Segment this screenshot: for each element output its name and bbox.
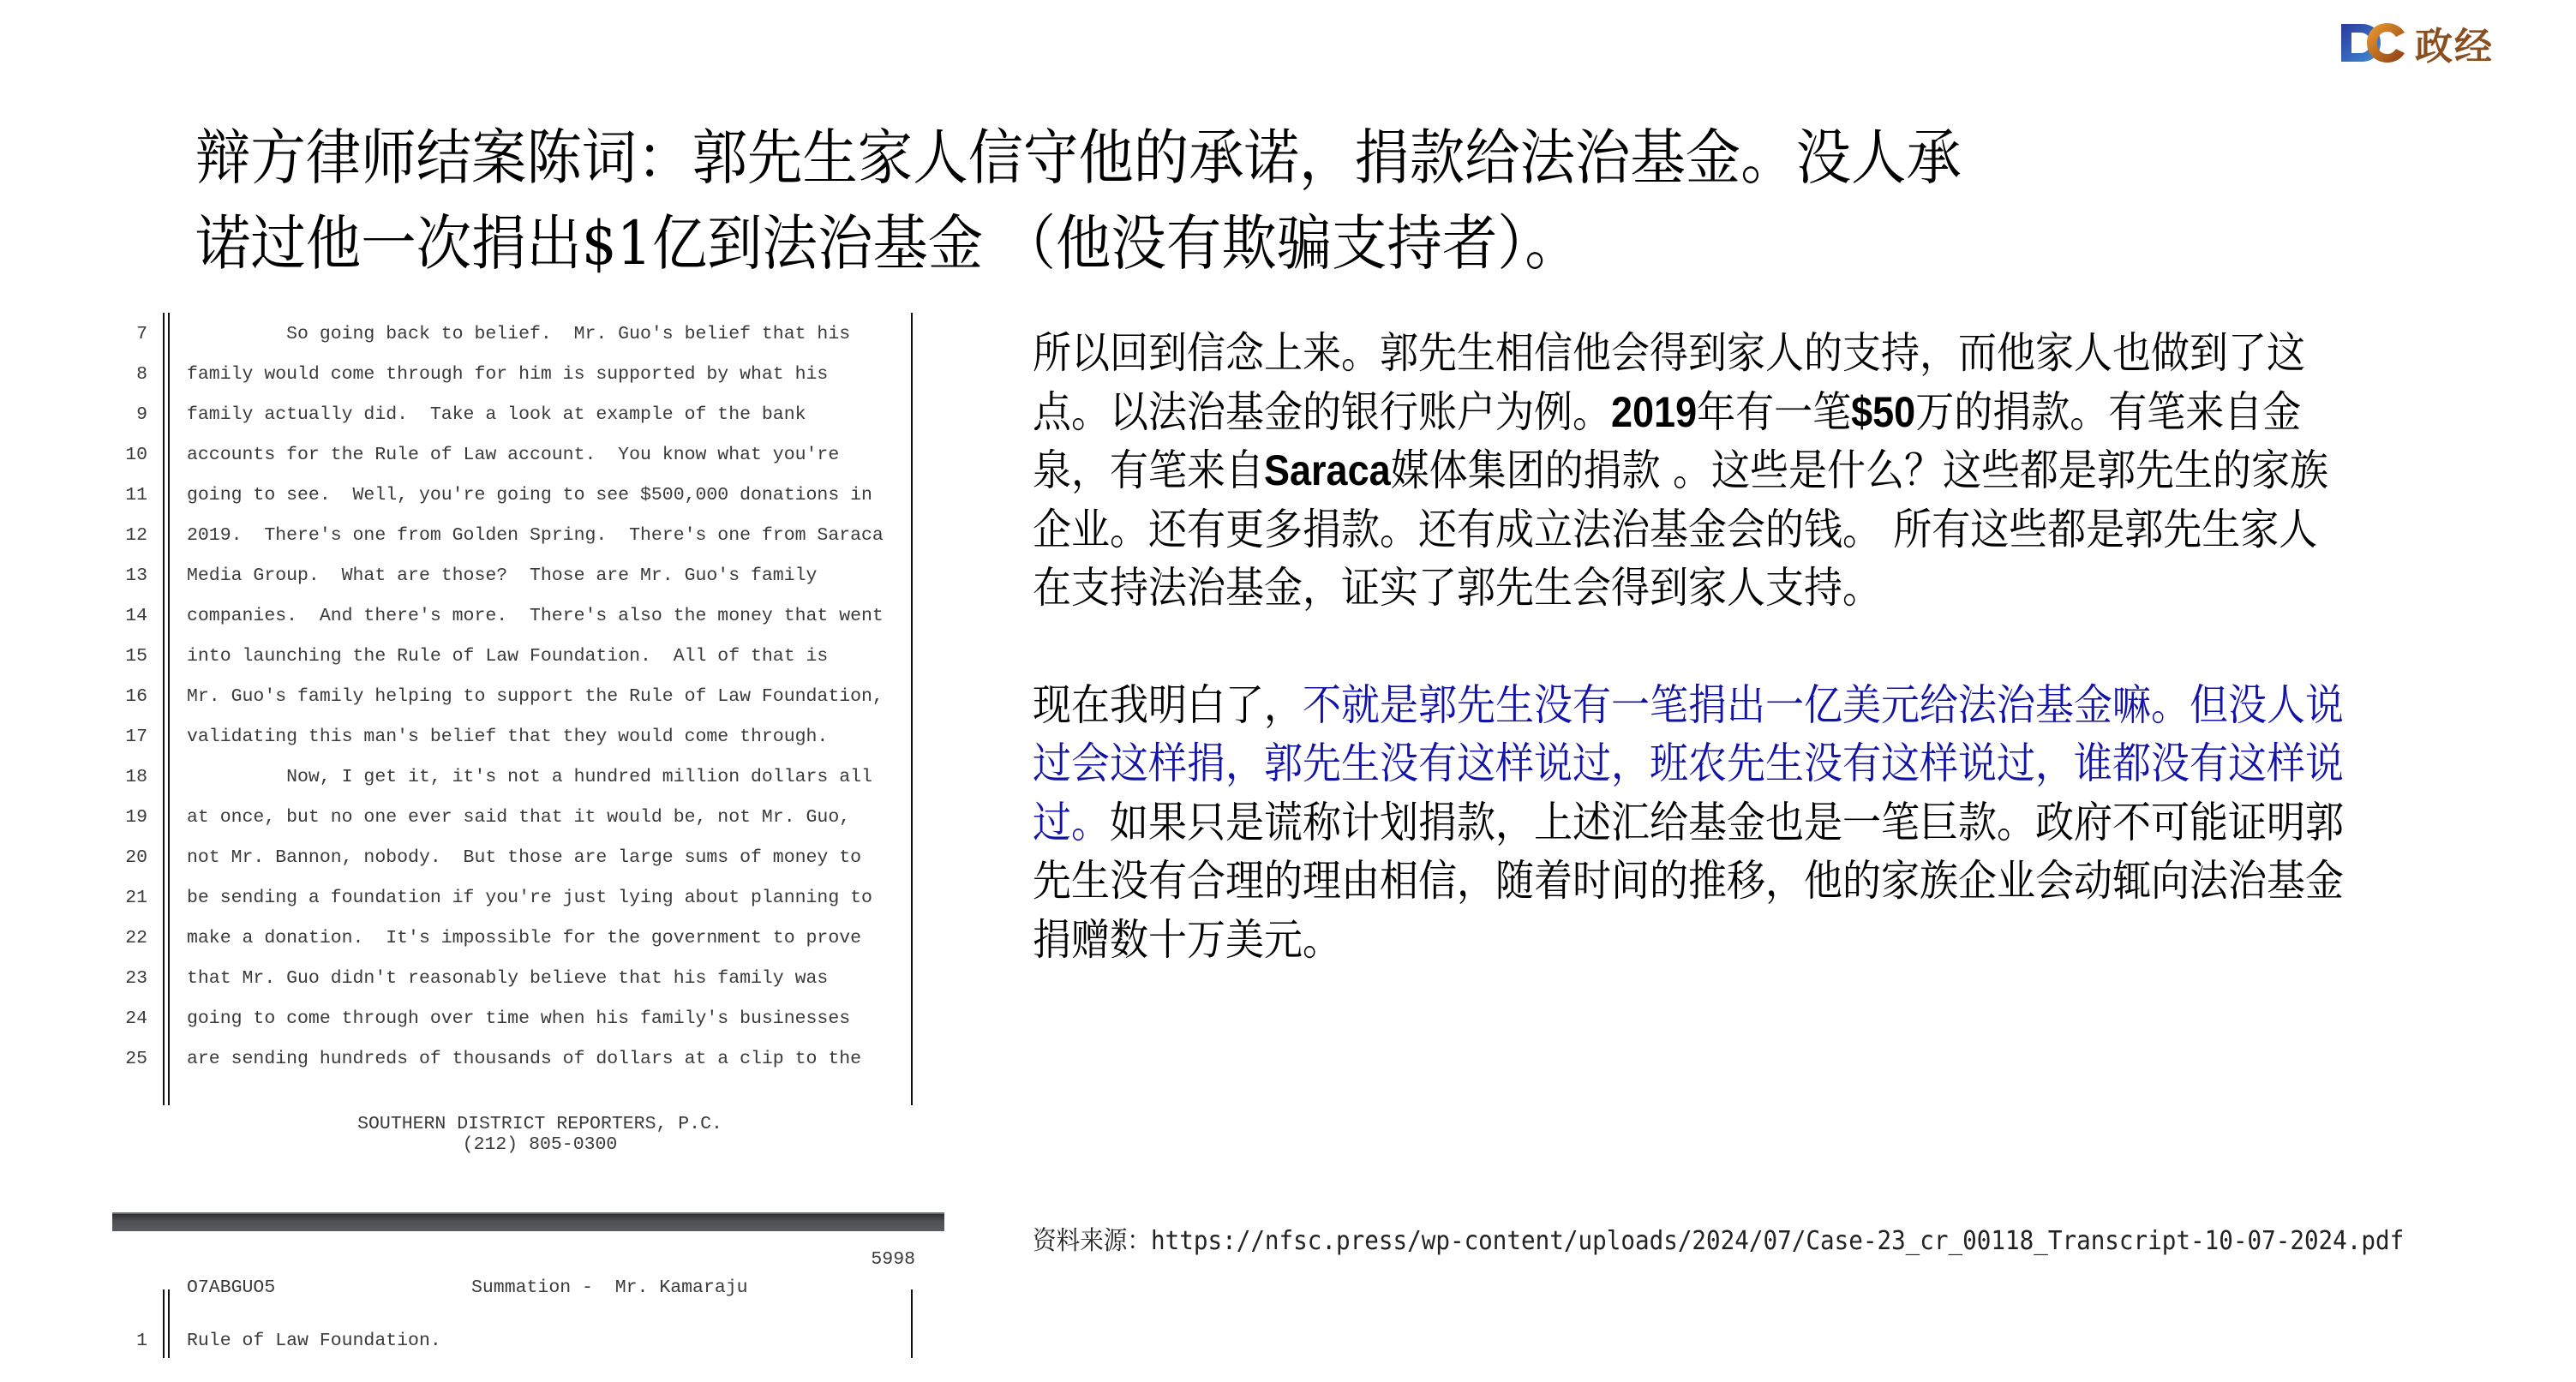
line-text: family actually did. Take a look at example of the bank [187, 404, 806, 425]
line-text: Now, I get it, it's not a hundred million dollars all [187, 767, 872, 787]
line-number: 19 [125, 807, 147, 828]
line-number: 10 [125, 445, 147, 465]
line-text: 2019. There's one from Golden Spring. There's one from Saraca [187, 525, 884, 546]
line-text: validating this man's belief that they would come through. [187, 727, 829, 747]
line-text: going to see. Well, you're going to see $500,000 donations in [187, 485, 872, 506]
line-text: be sending a foundation if you're just lying about planning to [187, 888, 872, 908]
title-line-2: 诺过他一次捐出$1亿到法治基金 （他没有欺骗支持者）。 [195, 208, 1580, 278]
line-number: 7 [136, 324, 147, 344]
page-separator-bar [112, 1212, 944, 1231]
line-number: 25 [125, 1049, 147, 1069]
line-text: going to come through over time when his family's businesses [187, 1008, 851, 1029]
court-transcript-excerpt [0, 0, 960, 1382]
line-number: 11 [125, 485, 147, 506]
transcript-left-border [163, 313, 165, 1105]
line-text: companies. And there's more. There's also the money that went [187, 606, 884, 626]
line-number: 13 [125, 565, 147, 586]
line-number: 23 [125, 968, 147, 989]
transcript-case-code: O7ABGUO5 [187, 1277, 276, 1298]
source-label: 资料来源： [1033, 1226, 1151, 1256]
line-number: 14 [125, 606, 147, 626]
line-text: are sending hundreds of thousands of dollars at a clip to the [187, 1049, 862, 1069]
line-number: 12 [125, 525, 147, 546]
company-bold: Saraca [1264, 446, 1391, 494]
dc-logo-icon [2339, 21, 2406, 65]
source-url[interactable]: https://nfsc.press/wp-content/uploads/2024/07/Case-23_cr_00118_Transcript-10-07-2024.pdf [1151, 1226, 2405, 1256]
line-text: into launching the Rule of Law Foundation. All of that is [187, 646, 829, 667]
amount-bold: $50 [1851, 387, 1916, 436]
line-number: 18 [125, 767, 147, 787]
reporter-phone: (212) 805-0300 [462, 1134, 618, 1155]
page-number: 5998 [871, 1249, 915, 1270]
line-text: at once, but no one ever said that it would be, not Mr. Guo, [187, 807, 851, 828]
line-text: family would come through for him is supported by what his [187, 364, 829, 385]
reporter-name: SOUTHERN DISTRICT REPORTERS, P.C. [357, 1114, 722, 1134]
line-text: accounts for the Rule of Law account. You know what you're [187, 445, 840, 465]
transcript-left-border-inner [168, 1289, 170, 1358]
translation-paragraph-2: 现在我明白了，不就是郭先生没有一笔捐出一亿美元给法治基金嘛。但没人说过会这样捐，郭先生没有这样说过，班农先生没有这样说过，谁都没有这样说过。如果只是谎称计划捐款，上述汇给基金也是一笔巨款。政府不可能证明郭先生没有合理的理由相信，随着时间的推移，他的家族企业会动辄向法治基金捐赠数十万美元。 [1033, 679, 2344, 965]
line-number: 16 [125, 686, 147, 707]
line-number: 17 [125, 727, 147, 747]
highlighted-text: 不就是郭先生没有一笔捐出一亿美元给法治基金嘛。但没人说过会这样捐，郭先生没有这样说过，班农先生没有这样说过，谁都没有这样说过。 [1033, 679, 2344, 847]
line-text: Rule of Law Foundation. [187, 1331, 441, 1351]
transcript-right-border [911, 313, 913, 1105]
line-number: 24 [125, 1008, 147, 1029]
transcript-section-header: Summation - Mr. Kamaraju [471, 1277, 748, 1298]
line-number: 9 [136, 404, 147, 425]
line-number: 15 [125, 646, 147, 667]
line-number: 20 [125, 847, 147, 868]
translation-text [1033, 324, 2344, 969]
logo-text: 政经 [2415, 25, 2494, 69]
source-citation [1033, 1225, 2444, 1258]
line-number: 8 [136, 364, 147, 385]
line-text: that Mr. Guo didn't reasonably believe that his family was [187, 968, 829, 989]
line-text: Mr. Guo's family helping to support the Rule of Law Foundation, [187, 686, 884, 707]
line-number: 22 [125, 928, 147, 948]
transcript-right-border [911, 1289, 913, 1358]
line-number: 21 [125, 888, 147, 908]
line-text: make a donation. It's impossible for the government to prove [187, 928, 862, 948]
year-bold: 2019 [1611, 387, 1698, 436]
transcript-left-border [163, 1289, 165, 1358]
title-line-1: 辩方律师结案陈词：郭先生家人信守他的承诺，捐款给法治基金。没人承 [195, 123, 1962, 193]
line-number: 1 [136, 1331, 147, 1351]
translation-paragraph-1: 所以回到信念上来。郭先生相信他会得到家人的支持，而他家人也做到了这点。以法治基金的银行账户为例。2019年有一笔$50万的捐款。有笔来自金泉，有笔来自Saraca媒体集团的捐款 。这些是什么？这些都是郭先生的家族企业。还有更多捐款。还有成立法治基金会的钱。 所有这些都是郭先生家人在支持法治基金，证实了郭先生会得到家人支持。 [1033, 328, 2328, 613]
line-text: Media Group. What are those? Those are Mr. Guo's family [187, 565, 818, 586]
line-text: not Mr. Bannon, nobody. But those are large sums of money to [187, 847, 862, 868]
reporter-footer [0, 1114, 1080, 1155]
logo [2339, 17, 2502, 69]
line-text: So going back to belief. Mr. Guo's belief that his [187, 324, 851, 344]
transcript-left-border-inner [168, 313, 170, 1105]
